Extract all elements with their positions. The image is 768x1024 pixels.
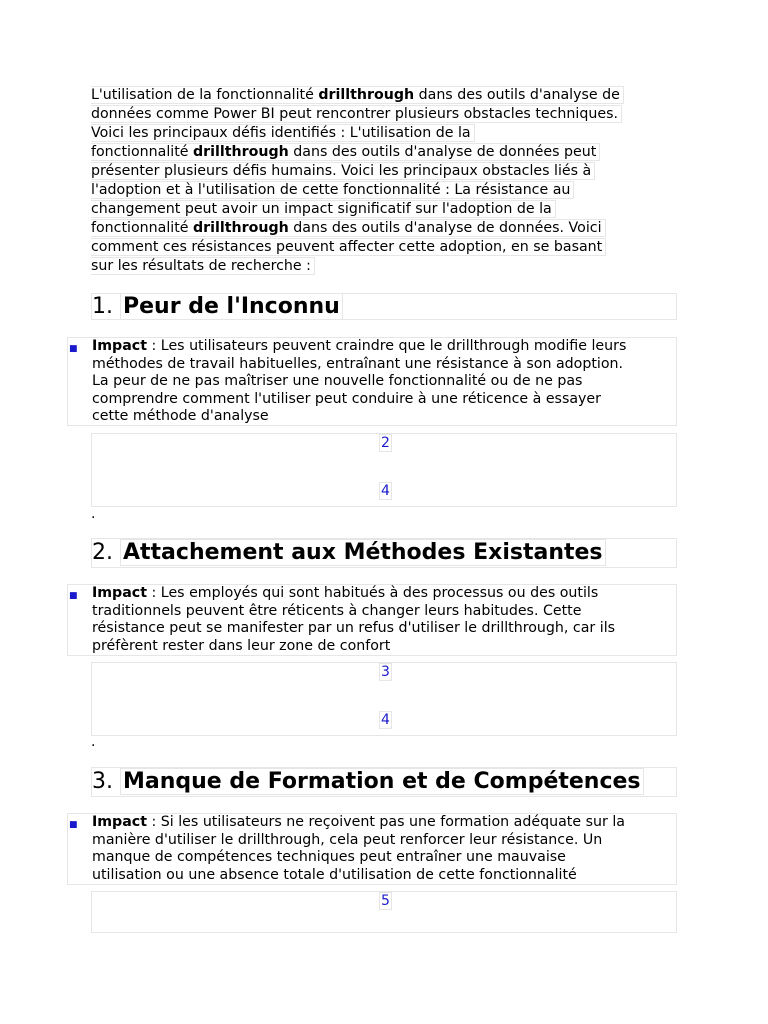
impact-label: Impact: [92, 814, 147, 830]
reference-link[interactable]: 4: [381, 483, 390, 499]
references-box-2: [91, 662, 677, 736]
section-number: 1.: [92, 294, 113, 319]
intro-paragraph: [91, 86, 677, 276]
intro-line: l'adoption et à l'utilisation de cette fonctionnalité : La résistance au: [91, 181, 677, 200]
reference-link[interactable]: 3: [381, 664, 390, 680]
intro-line: sur les résultats de recherche :: [91, 257, 677, 276]
intro-line: changement peut avoir un impact significatif sur l'adoption de la: [91, 200, 677, 219]
period: .: [91, 734, 96, 750]
impact-bullet-2: ■ Impact : Les employés qui sont habitués à des processus ou des outils traditionnels peuvent être réticents à changer leurs habitudes. Cette résistance peut se manifester par un refus d'utiliser le drillthrough, car ils préfèrent rester dans leur zone de confort: [67, 584, 677, 656]
intro-line: présenter plusieurs défis humains. Voici les principaux obstacles liés à: [91, 162, 677, 181]
reference-link[interactable]: 2: [381, 435, 390, 451]
bullet-icon: ■: [69, 820, 78, 830]
intro-line: Voici les principaux défis identifiés : L'utilisation de la: [91, 124, 677, 143]
impact-label: Impact: [92, 338, 147, 354]
section-heading-2: [91, 538, 677, 568]
section-title: Manque de Formation et de Compétences: [120, 768, 644, 795]
intro-line: comment ces résistances peuvent affecter cette adoption, en se basant: [91, 238, 677, 257]
references-box-1: [91, 433, 677, 507]
reference-link[interactable]: 5: [381, 893, 390, 909]
bullet-icon: ■: [69, 344, 78, 354]
impact-bullet-1: ■ Impact : Les utilisateurs peuvent craindre que le drillthrough modifie leurs méthodes de travail habituelles, entraînant une résistance à son adoption. La peur de ne pas maîtriser une nouvelle fonctionnalité ou de ne pas comprendre comment l'utiliser peut conduire à une réticence à essayer cette méthode d'analyse: [67, 337, 677, 426]
intro-line: L'utilisation de la fonctionnalité drillthrough dans des outils d'analyse de: [91, 86, 677, 105]
section-number: 2.: [92, 540, 113, 565]
intro-line: données comme Power BI peut rencontrer plusieurs obstacles techniques.: [91, 105, 677, 124]
section-heading-1: [91, 293, 677, 320]
section-number: 3.: [92, 769, 113, 794]
section-title: Peur de l'Inconnu: [120, 293, 343, 320]
intro-line: fonctionnalité drillthrough dans des outils d'analyse de données. Voici: [91, 219, 677, 238]
intro-line: fonctionnalité drillthrough dans des outils d'analyse de données peut: [91, 143, 677, 162]
section-heading-3: [91, 767, 677, 797]
references-box-3: [91, 891, 677, 933]
period: .: [91, 506, 96, 522]
reference-link[interactable]: 4: [381, 712, 390, 728]
impact-label: Impact: [92, 585, 147, 601]
section-title: Attachement aux Méthodes Existantes: [120, 539, 606, 566]
impact-bullet-3: ■ Impact : Si les utilisateurs ne reçoivent pas une formation adéquate sur la manière d'utiliser le drillthrough, cela peut renforcer leur résistance. Un manque de compétences techniques peut entraîner une mauvaise utilisation ou une absence totale d'utilisation de cette fonctionnalité: [67, 813, 677, 885]
bullet-icon: ■: [69, 591, 78, 601]
